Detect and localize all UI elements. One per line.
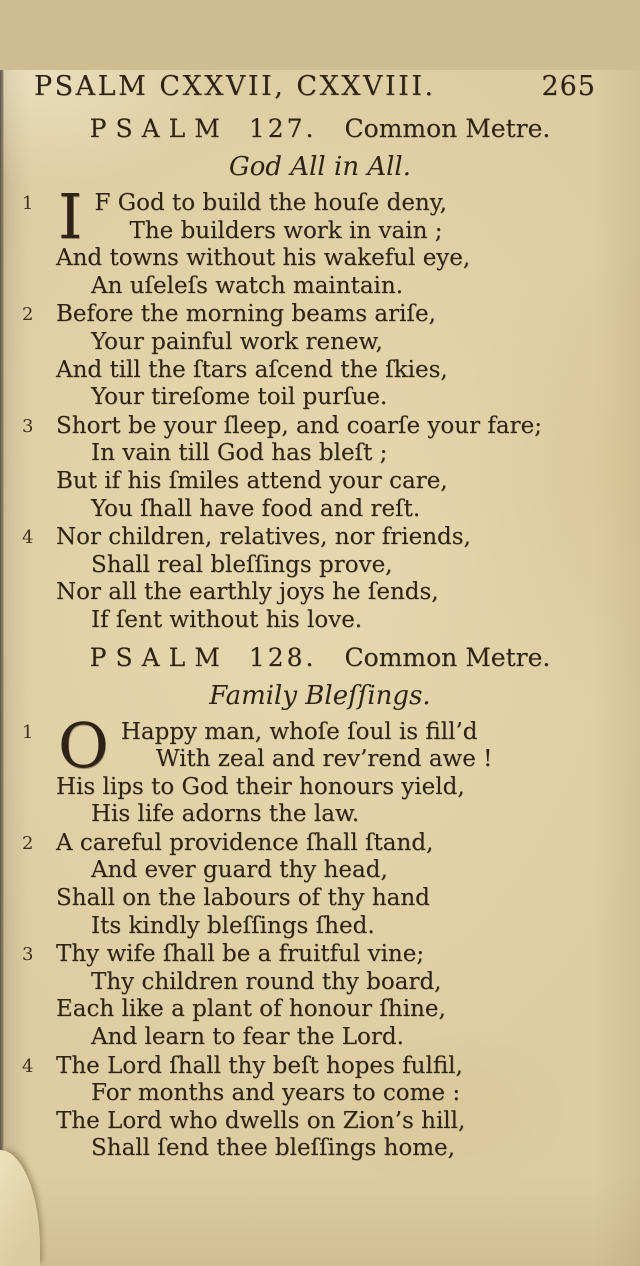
verse xyxy=(22,708,622,829)
verse-line: F God to build the houſe deny, xyxy=(94,190,447,216)
verse-number: 1 xyxy=(22,193,34,214)
psalm-title: Family Bleſſings. xyxy=(209,680,431,711)
psalm-section-127 xyxy=(0,112,640,635)
psalm-heading xyxy=(0,112,640,146)
verse-line: But if his ſmiles attend your care, xyxy=(56,467,448,494)
verse xyxy=(22,180,622,300)
verses xyxy=(22,180,622,635)
psalm-title: God All in All. xyxy=(229,152,411,182)
page-number: 265 xyxy=(541,71,596,102)
book-page-scan xyxy=(0,70,640,1266)
psalm-heading-number: 128. xyxy=(248,642,317,672)
running-head xyxy=(34,70,596,104)
psalm-section-128 xyxy=(0,641,640,1164)
verse-line: And ever guard thy head, xyxy=(91,857,388,884)
verse-line: For months and years to come : xyxy=(91,1080,461,1107)
page-corner-curl xyxy=(0,1150,40,1266)
verse xyxy=(22,941,622,1051)
psalm-heading-word: PSALM xyxy=(89,114,229,143)
drop-cap-letter: O xyxy=(58,708,109,782)
verse-line: Nor children, relatives, nor friends, xyxy=(56,524,471,551)
verse-line: Shall ſend thee bleſſings home, xyxy=(91,1135,455,1162)
verse-number: 1 xyxy=(22,721,34,743)
psalm-metre-label: Common Metre. xyxy=(344,642,551,672)
verse xyxy=(22,1052,622,1163)
verse xyxy=(22,829,622,940)
verse-line: The builders work in vain ; xyxy=(129,217,443,244)
verse-line: With zeal and rev’rend awe ! xyxy=(155,746,493,773)
verse-number: 3 xyxy=(22,415,34,437)
verse-line: Its kindly bleſſings ſhed. xyxy=(91,912,375,939)
psalm-heading xyxy=(0,641,640,675)
verse-line: Shall on the labours of thy hand xyxy=(56,885,430,912)
verse-line: Each like a plant of honour ſhine, xyxy=(56,996,446,1023)
psalm-heading-word: PSALM xyxy=(89,642,229,672)
verses xyxy=(22,708,622,1164)
verse-line: A careful providence ſhall ſtand, xyxy=(56,829,434,856)
verse-number: 2 xyxy=(22,832,34,854)
verse xyxy=(22,301,622,411)
verse-line: Thy wife ſhall be a fruitful vine; xyxy=(56,941,425,968)
verse-line: In vain till God has bleſt ; xyxy=(91,440,388,467)
verse-line: His life adorns the law. xyxy=(91,801,360,828)
verse-line: You ſhall have food and reſt. xyxy=(91,495,421,522)
verse-line: Shall real bleſſings prove, xyxy=(91,551,393,578)
verse-number: 3 xyxy=(22,944,34,966)
page-left-edge-shadow xyxy=(0,70,4,1266)
verse-line: An uſeleſs watch maintain. xyxy=(91,272,404,299)
verse-number: 4 xyxy=(22,1055,34,1077)
verse-line: Before the morning beams ariſe, xyxy=(56,301,436,328)
verse-line: Thy children round thy board, xyxy=(91,968,442,995)
verse-line: The Lord who dwells on Zion’s hill, xyxy=(56,1107,466,1134)
verse-line: Your painful work renew, xyxy=(91,328,383,355)
verse-number: 2 xyxy=(22,304,34,326)
verse-line: Short be your ſleep, and coarſe your fare; xyxy=(56,412,542,439)
verse-line: Nor all the earthly joys he ſends, xyxy=(56,579,439,606)
psalms-text-block xyxy=(0,112,640,1163)
verse-line: And towns without his wakeful eye, xyxy=(56,245,471,272)
verse-line: Happy man, whoſe ſoul is fill’d xyxy=(120,718,478,745)
verse-line: The Lord ſhall thy beſt hopes fulfil, xyxy=(56,1052,463,1079)
verse-line: Your tireſome toil purſue. xyxy=(91,384,388,411)
verse-number: 4 xyxy=(22,527,34,549)
verse xyxy=(22,412,622,523)
verse-line: And learn to fear the Lord. xyxy=(91,1024,404,1051)
psalm-heading-number: 127. xyxy=(248,114,317,143)
drop-cap-letter: I xyxy=(58,180,83,253)
verse xyxy=(22,524,622,634)
verse-line: If ſent without his love. xyxy=(91,606,363,633)
running-head-title: PSALM CXXVII, CXXVIII. xyxy=(34,71,436,102)
verse-line: And till the ſtars aſcend the ſkies, xyxy=(56,356,448,383)
verse-line: His lips to God their honours yield, xyxy=(56,773,465,800)
psalm-metre-label: Common Metre. xyxy=(344,114,551,143)
